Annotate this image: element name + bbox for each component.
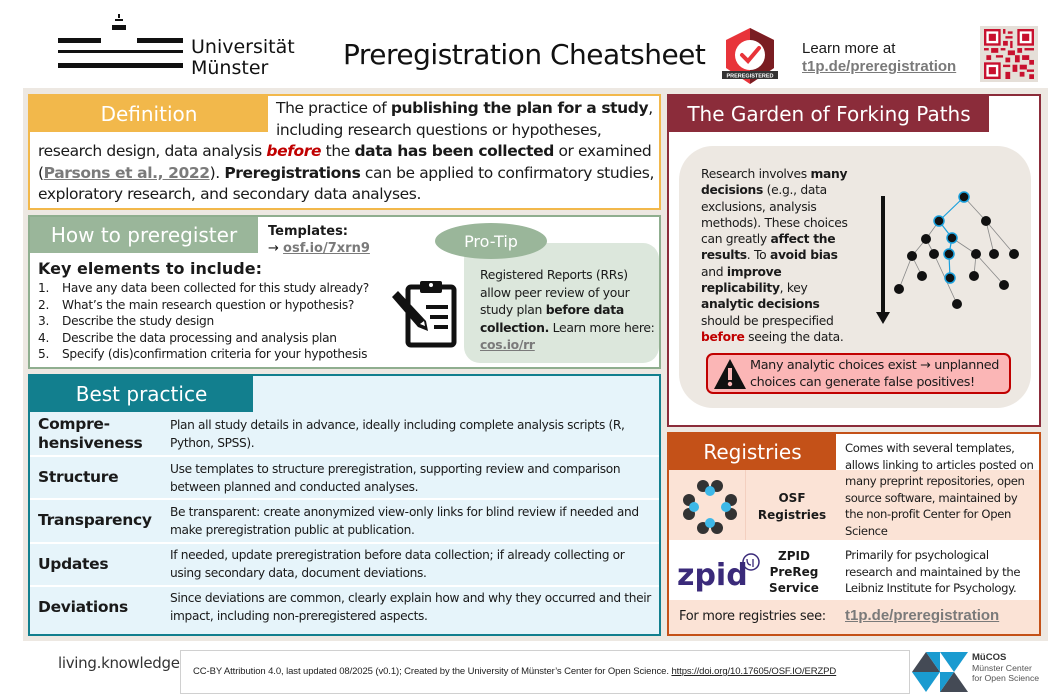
forking-paths-tree-icon (894, 191, 1024, 321)
garden-heading: The Garden of Forking Paths (669, 96, 989, 132)
clipboard-pencil-icon (390, 277, 460, 349)
key-elements-title: Key elements to include: (38, 259, 262, 278)
qr-code-icon (983, 29, 1035, 79)
garden-panel (679, 146, 1031, 408)
zpid-description: Primarily for psychological research and maintained by the Leibniz Institute for Psychology. (845, 548, 1021, 596)
arrow-right-icon: → (268, 241, 279, 256)
warning-icon (713, 358, 747, 390)
templates-link[interactable]: osf.io/7xrn9 (283, 241, 370, 256)
badge-label: PREREGISTERED (726, 73, 774, 80)
more-registries-label: For more registries see: (679, 609, 826, 624)
best-practice-heading: Best practice (30, 376, 253, 412)
table-row: Deviations Since deviations are common, clearly explain how and why they occurred and their impact, including non-preregistered aspects. (30, 585, 659, 628)
header (0, 0, 1056, 88)
list-item: 5. Specify (dis)confirmation criteria for your hypothesis (38, 347, 368, 361)
garden-text: Research involves many decisions (e.g., data exclusions, analysis methods). These choices can greatly affect the results. To avoid bias and improve replicability, key analytic decisions should be prespecified before seeing the data. (701, 167, 848, 344)
osf-registries-label[interactable]: OSF Registries (757, 491, 827, 522)
table-row: Transparency Be transparent: create anonymized view-only links for blind review if needed and make preregistration public at publication. (30, 498, 659, 541)
arrow-down-icon (875, 196, 891, 326)
definition-card (28, 94, 661, 210)
more-registries-link[interactable]: t1p.de/preregistration (845, 607, 1000, 624)
citation-link[interactable]: Parsons et al., 2022 (43, 163, 210, 182)
how-to-heading: How to preregister (30, 217, 258, 253)
registered-reports-link[interactable]: cos.io/rr (480, 337, 535, 352)
mucos-name: MüCOS Münster Center for Open Science (972, 652, 1040, 683)
warning-box: Many analytic choices exist → unplanned choices can generate false positives! (706, 353, 1011, 394)
university-logo (58, 12, 298, 82)
qr-code[interactable] (980, 26, 1038, 82)
table-row: Compre-hensiveness Plan all study details in advance, ideally including complete analysis scripts (R, Python, SPSS). (38, 414, 625, 452)
svg-text:zpid: zpid (677, 558, 748, 593)
preregistered-badge-icon (722, 26, 778, 86)
osf-description: Comes with several templates, allows linking to articles posted on many preprint repositories, open source software, maintained by the non-profit Center for Open Science (845, 441, 1034, 538)
table-row: Structure Use templates to structure preregistration, supporting review and comparison between planned and conducted analyses. (30, 455, 659, 498)
definition-text: The practice of publishing the plan for a study, including research questions or hypotheses, research design, data analysis before the data has been collected or examined (Parsons et al., 2022). Preregistrations can be applied to confirmatory studies, exploratory research, and secondary data analyses. (38, 99, 654, 203)
best-practice-card (28, 374, 661, 636)
key-elements-list (38, 280, 369, 363)
garden-card (667, 94, 1041, 427)
protip-text: Registered Reports (RRs) allow peer review of your study plan before data collection. Learn more here: cos.io/rr (480, 267, 655, 352)
registries-card (667, 432, 1041, 636)
table-row: Updates If needed, update preregistration before data collection; if already collecting or using secondary data, document deviations. (30, 542, 659, 585)
definition-heading: Definition (30, 96, 268, 132)
list-item: 2. What’s the main research question or hypothesis? (38, 297, 355, 312)
learn-more-link[interactable]: t1p.de/preregistration (802, 58, 957, 75)
best-practice-table (30, 412, 659, 628)
osf-logo-icon[interactable] (683, 480, 737, 534)
university-name: Universität Münster (191, 36, 295, 79)
list-item: 4. Describe the data processing and analysis plan (38, 330, 337, 345)
zpid-logo-icon[interactable] (677, 551, 761, 593)
templates: Templates: → osf.io/7xrn9 (268, 224, 370, 256)
license-box (180, 650, 910, 694)
license-text: CC-BY Attribution 4.0, last updated 08/2025 (v0.1); Created by the University of Münster’s Center for Open Science. https://doi.org/10.17605/OSF.IO/ERZPD (193, 666, 837, 677)
zpid-prereg-label[interactable]: ZPID PreReg Service (769, 549, 819, 595)
learn-more: Learn more at t1p.de/preregistration (802, 40, 957, 75)
list-item: 1. Have any data been collected for this study already? (38, 281, 369, 295)
mucos-logo-icon (912, 650, 970, 692)
doi-link[interactable]: https://doi.org/10.17605/OSF.IO/ERZPD (671, 666, 837, 677)
protip-label: Pro-Tip (435, 223, 547, 259)
university-emblem-icon (58, 12, 183, 82)
list-item: 3. Describe the study design (38, 314, 214, 328)
living-knowledge-logo: living.knowledge (58, 654, 180, 672)
how-to-card (28, 215, 661, 369)
registries-heading: Registries (669, 434, 836, 470)
page-title: Preregistration Cheatsheet (343, 38, 706, 71)
